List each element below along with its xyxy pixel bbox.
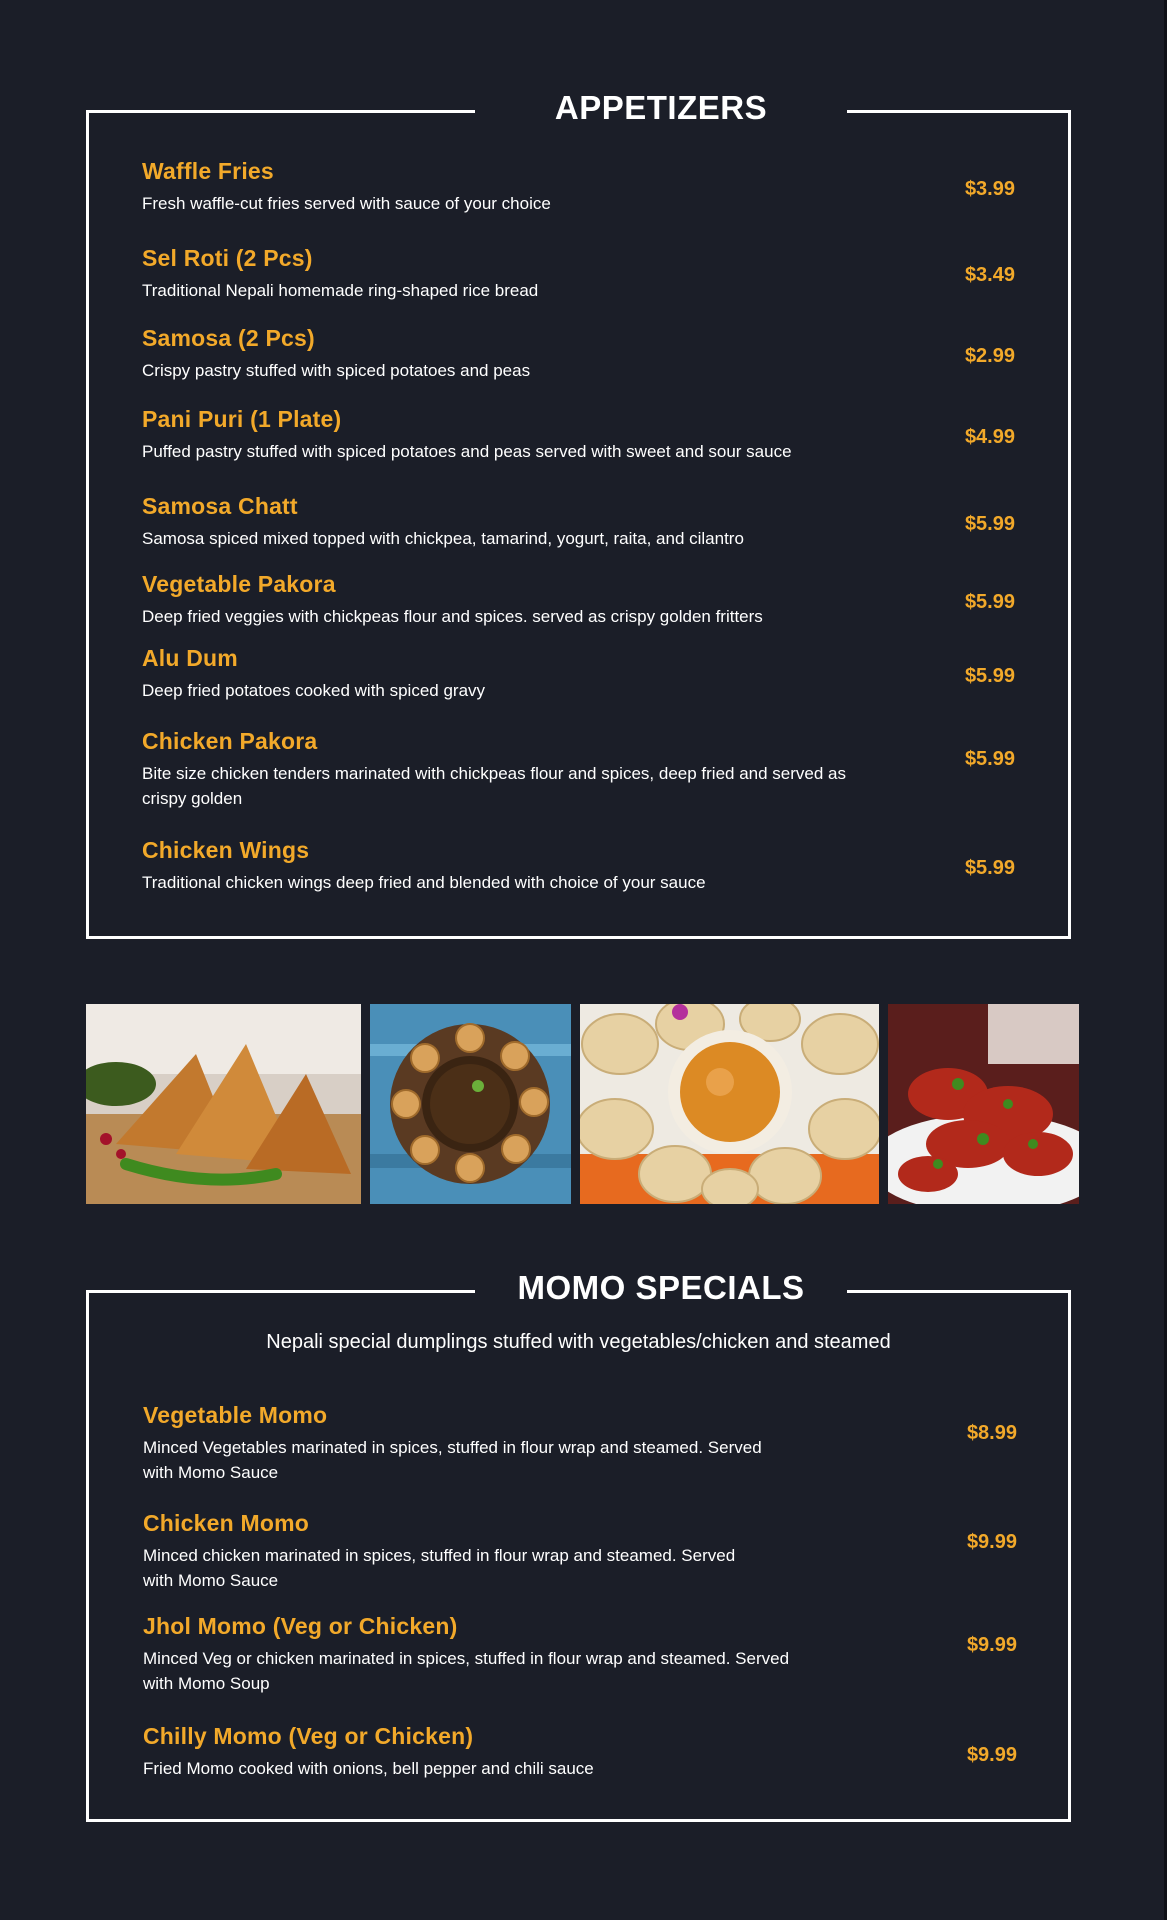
item-price: $3.99 [964,178,1015,200]
item-price: $9.99 [966,1744,1017,1766]
item-name: Sel Roti (2 Pcs) [142,245,313,271]
appetizers-section [86,89,1071,939]
item-price: $5.99 [964,857,1015,879]
item-name: Samosa Chatt [142,493,298,519]
item-description: Fresh waffle-cut fries served with sauce of your choice [142,194,551,213]
item-price: $8.99 [966,1422,1017,1444]
item-description: Deep fried potatoes cooked with spiced gravy [142,681,486,700]
item-price: $3.49 [964,264,1015,286]
item-price: $9.99 [966,1531,1017,1553]
pani-puri-photo [370,1004,571,1204]
item-name: Vegetable Momo [143,1402,328,1428]
item-name: Chicken Pakora [142,728,318,754]
momo-specials-section [86,1269,1071,1822]
appetizers-title: APPETIZERS [475,89,847,127]
item-price: $5.99 [964,513,1015,535]
item-price: $5.99 [964,591,1015,613]
chilli-chicken-photo [888,1004,1079,1204]
item-name: Chilly Momo (Veg or Chicken) [143,1723,474,1749]
item-description: Puffed pastry stuffed with spiced potatoes and peas served with sweet and sour sauce [142,442,792,461]
item-name: Samosa (2 Pcs) [142,325,315,351]
samosa-photo [86,1004,361,1204]
item-name: Chicken Wings [142,837,310,863]
momo-photo [580,1004,879,1204]
item-description: Samosa spiced mixed topped with chickpea, tamarind, yogurt, raita, and cilantro [142,529,744,548]
item-description: Bite size chicken tenders marinated with chickpeas flour and spices, deep fried and served as crispy golden [142,764,846,808]
item-description: Minced Vegetables marinated in spices, stuffed in flour wrap and steamed. Served with Momo Sauce [143,1438,762,1482]
item-description: Traditional chicken wings deep fried and blended with choice of your sauce [142,873,706,892]
item-price: $5.99 [964,748,1015,770]
item-description: Traditional Nepali homemade ring-shaped rice bread [142,281,539,300]
momo-specials-subtitle: Nepali special dumplings stuffed with vegetables/chicken and steamed [266,1331,891,1353]
item-description: Minced chicken marinated in spices, stuffed in flour wrap and steamed. Served with Momo Sauce [143,1546,736,1590]
item-name: Waffle Fries [142,158,274,184]
item-price: $2.99 [964,345,1015,367]
item-description: Deep fried veggies with chickpeas flour and spices. served as crispy golden fritters [142,607,763,626]
momo-specials-title: MOMO SPECIALS [475,1269,847,1307]
item-name: Pani Puri (1 Plate) [142,406,342,432]
item-name: Chicken Momo [143,1510,309,1536]
item-name: Jhol Momo (Veg or Chicken) [143,1613,458,1639]
item-description: Fried Momo cooked with onions, bell pepper and chili sauce [143,1759,594,1778]
item-price: $4.99 [964,426,1015,448]
item-description: Minced Veg or chicken marinated in spices, stuffed in flour wrap and steamed. Served with Momo Soup [143,1649,790,1693]
item-price: $5.99 [964,665,1015,687]
item-name: Alu Dum [142,645,238,671]
item-price: $9.99 [966,1634,1017,1656]
item-description: Crispy pastry stuffed with spiced potatoes and peas [142,361,531,380]
item-name: Vegetable Pakora [142,571,336,597]
